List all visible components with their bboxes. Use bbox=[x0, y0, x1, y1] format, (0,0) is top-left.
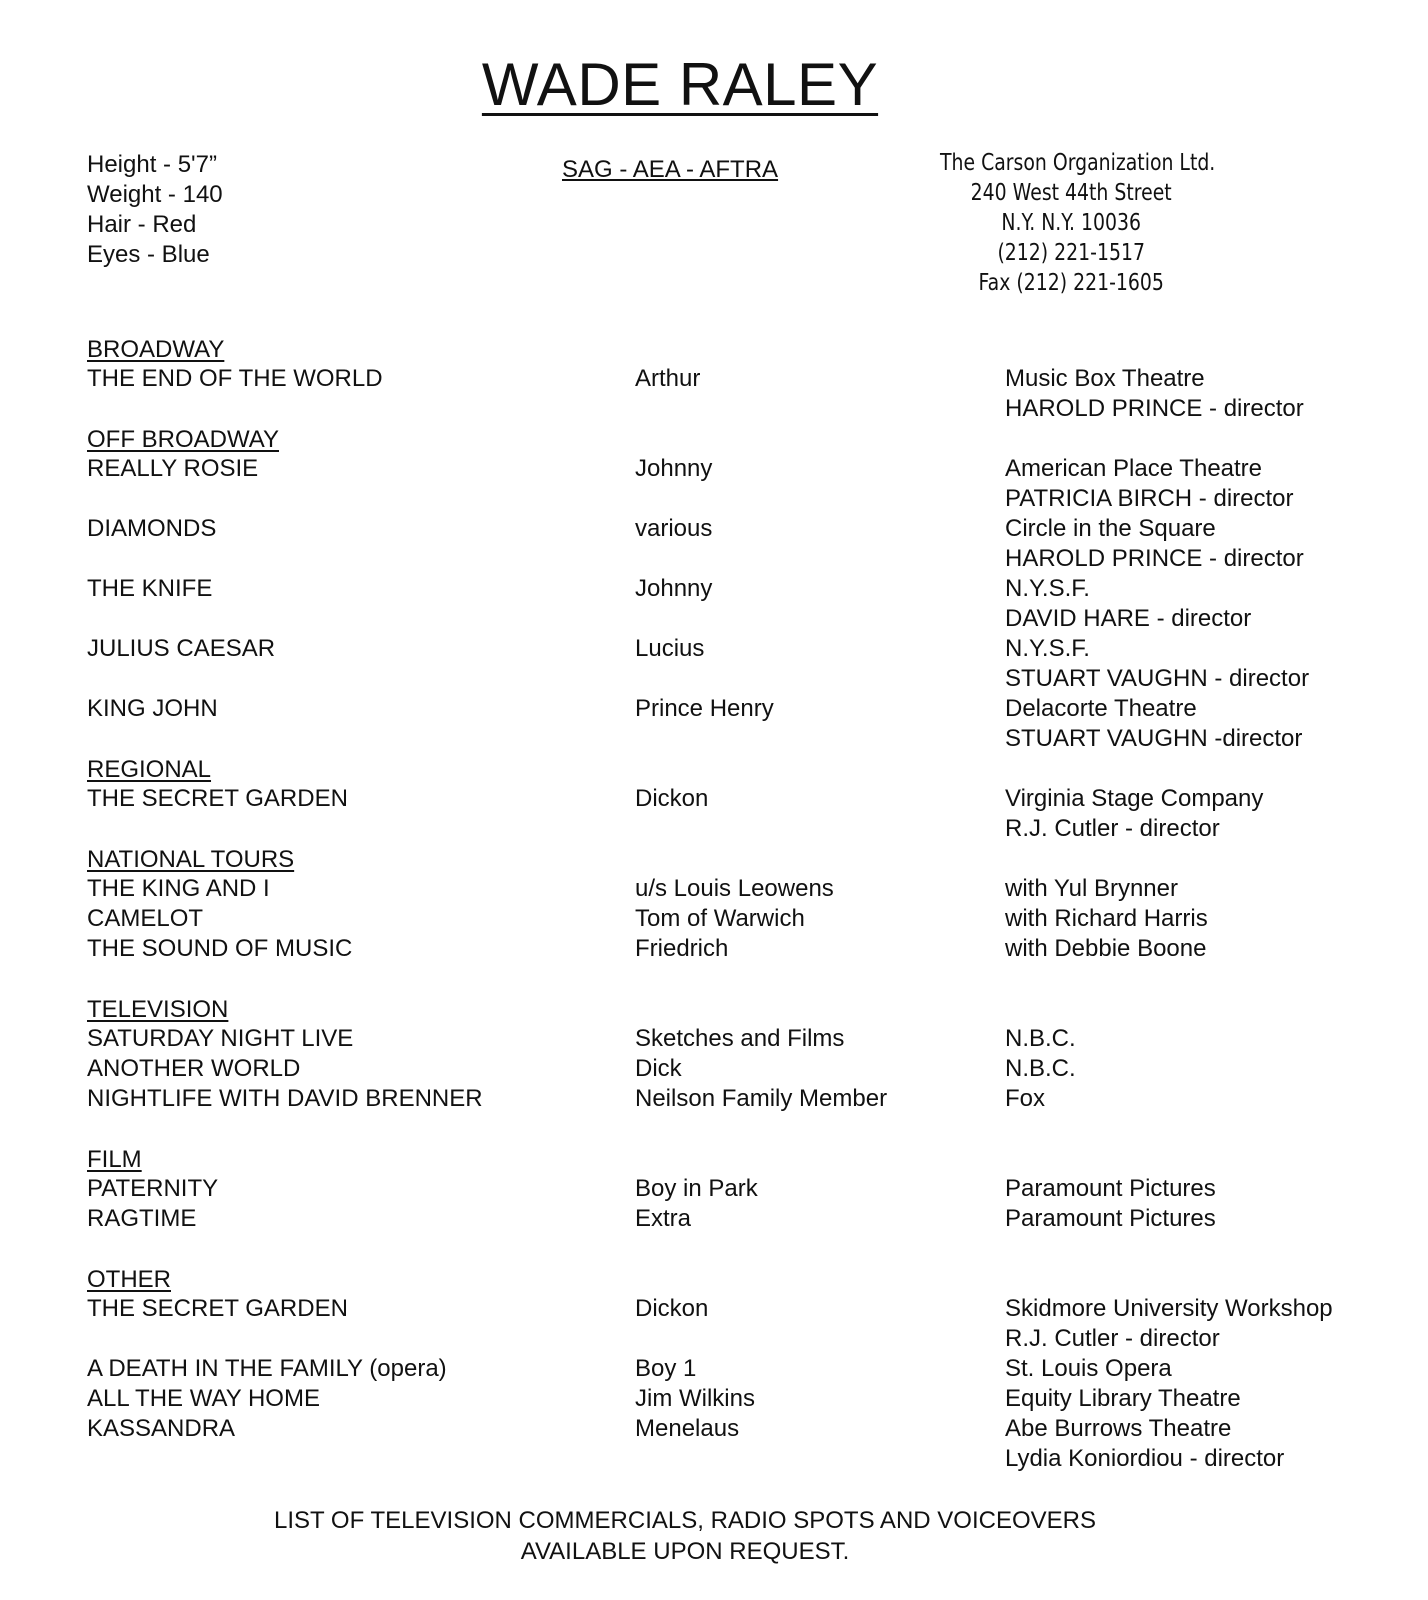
footer-line-2: AVAILABLE UPON REQUEST. bbox=[520, 1538, 850, 1565]
credit-title: THE END OF THE WORLD bbox=[87, 365, 383, 392]
credit-role: Menelaus bbox=[635, 1415, 740, 1442]
credit-venue: R.J. Cutler - director bbox=[1005, 1325, 1220, 1352]
credit-title: KASSANDRA bbox=[87, 1415, 236, 1442]
credit-role: Prince Henry bbox=[635, 695, 774, 722]
credit-venue: with Yul Brynner bbox=[1005, 875, 1178, 902]
credit-role: Extra bbox=[635, 1205, 692, 1232]
credit-venue: Abe Burrows Theatre bbox=[1005, 1415, 1232, 1442]
credit-role: Lucius bbox=[635, 635, 705, 662]
credit-venue: STUART VAUGHN - director bbox=[1005, 665, 1310, 692]
credit-venue: HAROLD PRINCE - director bbox=[1005, 545, 1304, 572]
section-heading-off-broadway: OFF BROADWAY bbox=[87, 426, 279, 453]
credit-venue: Circle in the Square bbox=[1005, 515, 1216, 542]
credit-title: THE SECRET GARDEN bbox=[87, 1295, 348, 1322]
credit-venue: N.B.C. bbox=[1005, 1025, 1076, 1052]
section-heading-television: TELEVISION bbox=[87, 996, 229, 1023]
agency-city: N.Y. N.Y. 10036 bbox=[1001, 210, 1141, 236]
credit-title: ALL THE WAY HOME bbox=[87, 1385, 320, 1412]
credit-role: Jim Wilkins bbox=[635, 1385, 755, 1412]
credit-title: SATURDAY NIGHT LIVE bbox=[87, 1025, 354, 1052]
credit-role: Boy in Park bbox=[635, 1175, 758, 1202]
credit-role: Dickon bbox=[635, 1295, 709, 1322]
credit-role: Friedrich bbox=[635, 935, 729, 962]
credit-title: ANOTHER WORLD bbox=[87, 1055, 301, 1082]
credit-venue: Skidmore University Workshop bbox=[1005, 1295, 1333, 1322]
credit-venue: DAVID HARE - director bbox=[1005, 605, 1252, 632]
credit-role: Johnny bbox=[635, 455, 713, 482]
credit-role: various bbox=[635, 515, 713, 542]
credit-venue: R.J. Cutler - director bbox=[1005, 815, 1220, 842]
resume-name: WADE RALEY bbox=[481, 51, 879, 118]
footer-line-1: LIST OF TELEVISION COMMERCIALS, RADIO SPOTS AND VOICEOVERS bbox=[274, 1507, 1096, 1534]
stat-eyes: Eyes - Blue bbox=[87, 241, 210, 268]
section-heading-film: FILM bbox=[87, 1146, 142, 1173]
credit-venue: with Richard Harris bbox=[1005, 905, 1208, 932]
credit-venue: Paramount Pictures bbox=[1005, 1175, 1216, 1202]
credit-title: THE SOUND OF MUSIC bbox=[87, 935, 353, 962]
section-heading-national-tours: NATIONAL TOURS bbox=[87, 846, 295, 873]
credit-venue: Music Box Theatre bbox=[1005, 365, 1205, 392]
credit-venue: American Place Theatre bbox=[1005, 455, 1263, 482]
credit-venue: Virginia Stage Company bbox=[1005, 785, 1264, 812]
section-heading-regional: REGIONAL bbox=[87, 756, 212, 783]
credit-title: REALLY ROSIE bbox=[87, 455, 259, 482]
footer-note bbox=[0, 1505, 1370, 1567]
credit-venue: Equity Library Theatre bbox=[1005, 1385, 1241, 1412]
credit-title: THE KNIFE bbox=[87, 575, 213, 602]
credit-venue: St. Louis Opera bbox=[1005, 1355, 1172, 1382]
credit-role: Dick bbox=[635, 1055, 682, 1082]
credit-venue: STUART VAUGHN -director bbox=[1005, 725, 1303, 752]
credit-venue: Delacorte Theatre bbox=[1005, 695, 1197, 722]
credit-title: RAGTIME bbox=[87, 1205, 197, 1232]
credit-title: THE KING AND I bbox=[87, 875, 270, 902]
credit-venue: Paramount Pictures bbox=[1005, 1205, 1216, 1232]
credit-role: Tom of Warwich bbox=[635, 905, 805, 932]
agency-phone: (212) 221-1517 bbox=[997, 240, 1145, 266]
agency-name: The Carson Organization Ltd. bbox=[940, 150, 1216, 176]
credit-venue: with Debbie Boone bbox=[1005, 935, 1207, 962]
credit-role: u/s Louis Leowens bbox=[635, 875, 834, 902]
stat-height: Height - 5'7” bbox=[87, 151, 217, 178]
credit-venue: N.Y.S.F. bbox=[1005, 575, 1090, 602]
credit-venue: PATRICIA BIRCH - director bbox=[1005, 485, 1294, 512]
credit-venue: N.B.C. bbox=[1005, 1055, 1076, 1082]
credit-role: Arthur bbox=[635, 365, 701, 392]
agency-contact bbox=[940, 148, 1216, 298]
credit-venue: N.Y.S.F. bbox=[1005, 635, 1090, 662]
agency-fax: Fax (212) 221-1605 bbox=[978, 270, 1164, 296]
section-heading-broadway: BROADWAY bbox=[87, 336, 225, 363]
credit-title: KING JOHN bbox=[87, 695, 218, 722]
section-heading-other: OTHER bbox=[87, 1266, 171, 1293]
credit-role: Boy 1 bbox=[635, 1355, 697, 1382]
credit-venue: HAROLD PRINCE - director bbox=[1005, 395, 1304, 422]
credit-role: Sketches and Films bbox=[635, 1025, 845, 1052]
credit-venue: Lydia Koniordiou - director bbox=[1005, 1445, 1285, 1472]
credit-title: DIAMONDS bbox=[87, 515, 217, 542]
credit-title: PATERNITY bbox=[87, 1175, 219, 1202]
credit-role: Dickon bbox=[635, 785, 709, 812]
credit-venue: Fox bbox=[1005, 1085, 1046, 1112]
stat-hair: Hair - Red bbox=[87, 211, 197, 238]
credit-title: THE SECRET GARDEN bbox=[87, 785, 348, 812]
credit-role: Neilson Family Member bbox=[635, 1085, 888, 1112]
credit-title: CAMELOT bbox=[87, 905, 204, 932]
credit-title: A DEATH IN THE FAMILY (opera) bbox=[87, 1355, 447, 1382]
agency-street: 240 West 44th Street bbox=[970, 180, 1172, 206]
credit-role: Johnny bbox=[635, 575, 713, 602]
union-affiliations: SAG - AEA - AFTRA bbox=[562, 156, 779, 183]
credit-title: NIGHTLIFE WITH DAVID BRENNER bbox=[87, 1085, 483, 1112]
credit-title: JULIUS CAESAR bbox=[87, 635, 276, 662]
stat-weight: Weight - 140 bbox=[87, 181, 223, 208]
